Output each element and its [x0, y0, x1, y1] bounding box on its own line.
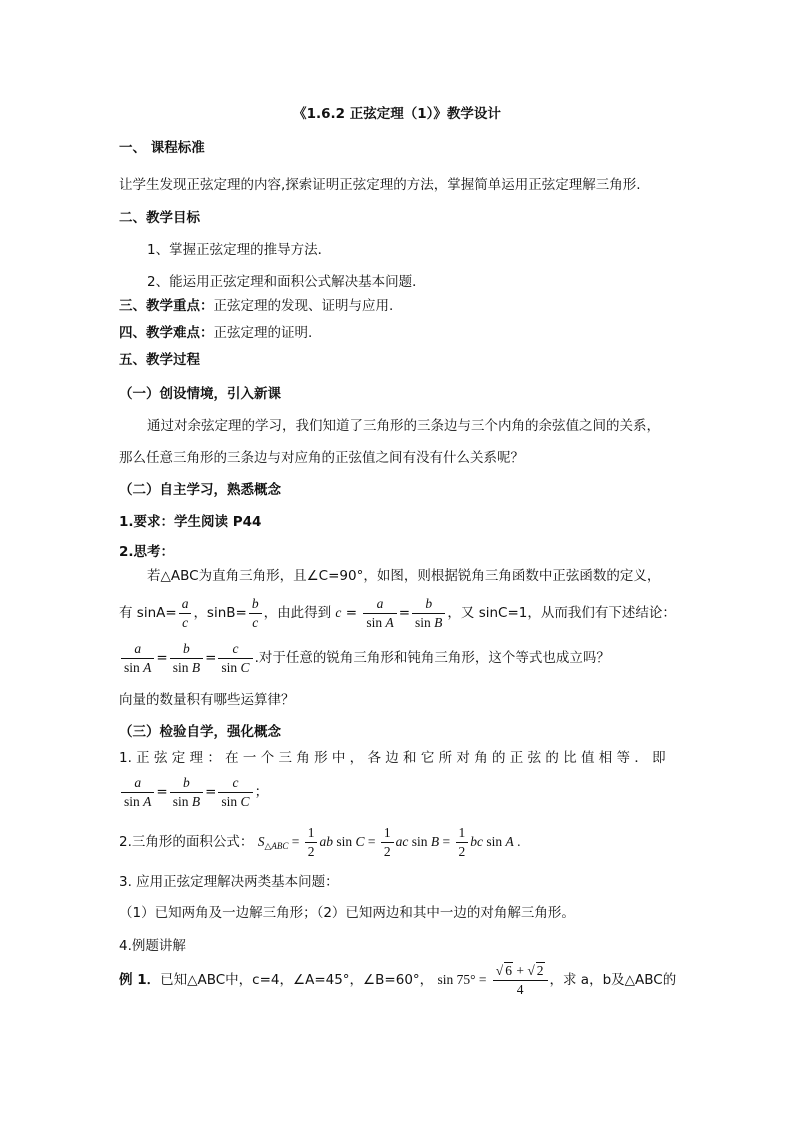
part-2-heading: （二）自主学习，熟悉概念 — [119, 482, 281, 498]
requirement: 1.要求：学生阅读 P44 — [119, 514, 262, 530]
goal-item-2: 2、能运用正弦定理和面积公式解决基本问题． — [147, 274, 426, 290]
fraction-b-sinB: $\frac{b}{\text{sin B}}$ — [170, 641, 203, 676]
section-5-heading: 五、教学过程 — [119, 352, 200, 368]
area-formula: $S_{\triangle ABC}$ = $\frac{1}{2}$ ab sin C = $\frac{1}{2}$ ac sin B = $\frac{1}{2}$ bc sin A . — [257, 825, 521, 860]
example-1-text: 已知△ABC中，c=4，∠A=45°，∠B=60°， — [160, 972, 434, 988]
vector-question: 向量的数量积有哪些运算律？ — [119, 692, 295, 708]
section-3 — [119, 296, 393, 316]
apply-heading: 3. 应用正弦定理解决两类基本问题： — [119, 874, 339, 890]
sine-theorem-formula: $\frac{a}{\text{sin A}}$ = $\frac{b}{\text{sin B}}$ = $\frac{c}{\text{sin C}}$ ； — [119, 772, 268, 812]
thm-fraction-a: $\frac{a}{\text{sin A}}$ — [121, 775, 154, 810]
section-2-heading: 二、教学目标 — [119, 210, 200, 226]
derivation-line: 有 sinA= $\frac{a}{c}$ ，sinB= $\frac{b}{c}$ ，由此得到 c = $\frac{a}{\text{sin A}}$ = $\frac{b}{\text{sin B}}$ ，又 sinC=1，从而我们有下述结论： — [119, 595, 676, 630]
have-sina: 有 sinA= — [119, 605, 177, 621]
part-1-heading: （一）创设情境，引入新课 — [119, 386, 281, 402]
area-formula-line — [119, 822, 521, 866]
fraction-b-over-sinB: $\frac{b}{\text{sin B}}$ — [412, 596, 445, 631]
example-1-label: 例 1． — [119, 972, 161, 988]
fraction-c-sinC: $\frac{c}{\text{sin C}}$ — [218, 641, 252, 676]
part-3-heading: （三）检验自学，强化概念 — [119, 724, 281, 740]
goal-item-1: 1、掌握正弦定理的推导方法． — [147, 242, 332, 258]
example-1-sqrt-fraction: $\frac{√ 6 + √ 2}{4}$ — [493, 962, 548, 998]
section-4 — [119, 323, 312, 343]
fraction-a-over-c: $\frac{a}{c}$ — [179, 596, 192, 631]
section-3-label: 三、教学重点： — [119, 298, 214, 314]
example-1-tail: ，求 a，b及△ABC的 — [549, 972, 677, 988]
fraction-a-sinA: $\frac{a}{\text{sin A}}$ — [121, 641, 154, 676]
fraction-a-over-sinA: $\frac{a}{\text{sin A}}$ — [363, 596, 396, 631]
question-text: .对于任意的锐角三角形和钝角三角形，这个等式也成立吗？ — [254, 650, 610, 666]
derive-text: ，由此得到 — [263, 605, 332, 621]
section-1-body: 让学生发现正弦定理的内容,探索证明正弦定理的方法，掌握简单运用正弦定理解三角形. — [119, 177, 641, 193]
problem-types: （1）已知两角及一边解三角形；（2）已知两边和其中一边的对角解三角形。 — [119, 905, 575, 921]
thm-fraction-c: $\frac{c}{\text{sin C}}$ — [218, 775, 252, 810]
section-1-heading: 一、 课程标准 — [119, 140, 205, 156]
sine-theorem-statement: 1. 正 弦 定 理 ： 在 一 个 三 角 形 中 ， 各 边 和 它 所 对 角 的 正 弦 的 比 值 相 等 ． 即 — [119, 750, 666, 766]
section-4-text: 正弦定理的证明. — [213, 325, 313, 341]
part-1-para-line-1: 通过对余弦定理的学习，我们知道了三角形的三条边与三个内角的余弦值之间的关系， — [147, 418, 660, 434]
math-c: c — [335, 605, 342, 620]
also-text: ，又 sinC=1，从而我们有下述结论： — [447, 605, 676, 621]
examples-heading: 4.例题讲解 — [119, 938, 186, 954]
think-label: 2.思考： — [119, 544, 175, 560]
area-label: 2.三角形的面积公式： — [119, 834, 254, 850]
sine-equality-line: $\frac{a}{\text{sin A}}$ = $\frac{b}{\text{sin B}}$ = $\frac{c}{\text{sin C}}$ .对于任意的锐角三角形和钝角三角形，这个等式也成立吗？ — [119, 638, 610, 678]
section-4-label: 四、教学难点： — [119, 325, 214, 341]
section-3-text: 正弦定理的发现、证明与应用. — [213, 298, 394, 314]
fraction-b-over-c: $\frac{b}{c}$ — [249, 596, 262, 631]
page-title: 《1.6.2 正弦定理（1）》教学设计 — [293, 106, 501, 122]
think-line-1: 若△ABC为直角三角形，且∠C=90°，如图，则根据锐角三角函数中正弦函数的定义， — [147, 568, 661, 584]
part-1-para-line-2: 那么任意三角形的三条边与对应角的正弦值之间有没有什么关系呢？ — [119, 450, 524, 466]
thm-fraction-b: $\frac{b}{\text{sin B}}$ — [170, 775, 203, 810]
sinb-label: ，sinB= — [193, 605, 247, 621]
example-1-line — [119, 960, 676, 1000]
example-1-sin: sin 75° = — [437, 972, 487, 987]
